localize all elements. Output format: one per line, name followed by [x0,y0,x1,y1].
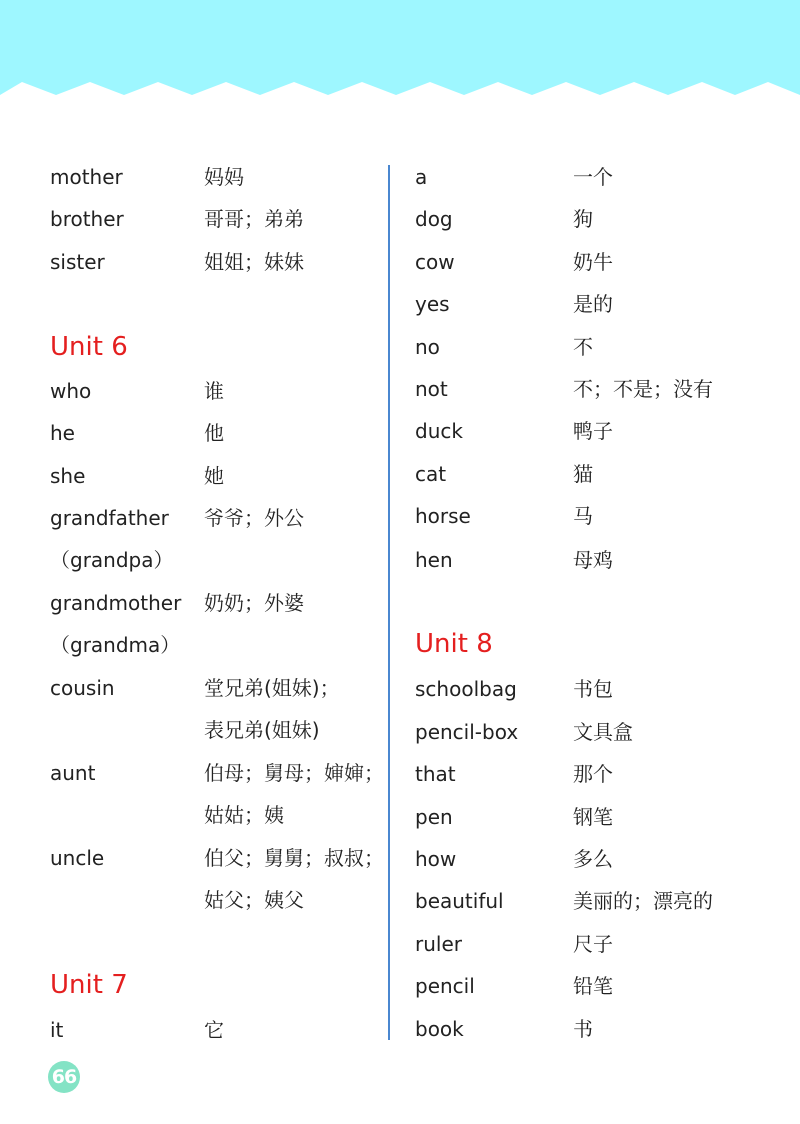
chinese-meaning: 奶牛 [573,250,613,274]
english-word: book [415,1017,464,1041]
top-decorative-band [0,0,800,110]
chinese-meaning: 马 [573,504,593,528]
english-word: grandfather [50,506,169,530]
english-word: grandmother [50,591,182,615]
english-word: （grandpa） [50,548,174,572]
unit-heading: Unit 8 [415,629,493,659]
english-word: hen [415,548,453,572]
english-word: （grandma） [50,633,181,657]
chinese-meaning: 它 [204,1018,224,1042]
unit-heading: Unit 6 [50,332,128,362]
english-word: cow [415,250,455,274]
chinese-meaning: 那个 [573,762,613,786]
english-word: aunt [50,761,96,785]
chinese-meaning: 妈妈 [204,165,244,189]
chinese-meaning: 奶奶；外婆 [204,591,304,615]
chinese-meaning: 姐姐；妹妹 [204,250,304,274]
chinese-meaning: 他 [204,421,224,445]
chinese-meaning: 书包 [573,677,613,701]
english-word: it [50,1018,64,1042]
column-divider [388,165,390,1040]
english-word: pen [415,805,453,829]
english-word: dog [415,207,453,231]
english-word: pencil [415,974,475,998]
chinese-meaning: 铅笔 [573,974,613,998]
english-word: she [50,464,86,488]
english-word: how [415,847,457,871]
english-word: sister [50,250,105,274]
chinese-meaning: 尺子 [573,932,613,956]
english-word: that [415,762,456,786]
chinese-meaning: 一个 [573,165,613,189]
english-word: duck [415,419,463,443]
chinese-meaning: 表兄弟(姐妹) [204,718,320,742]
chinese-meaning: 姑姑；姨 [204,803,284,827]
english-word: horse [415,504,471,528]
english-word: brother [50,207,124,231]
english-word: cat [415,462,447,486]
chinese-meaning: 猫 [573,462,593,486]
chinese-meaning: 母鸡 [573,548,613,572]
chinese-meaning: 伯父；舅舅；叔叔； [204,846,384,870]
english-word: cousin [50,676,115,700]
english-word: he [50,421,75,445]
chinese-meaning: 书 [573,1017,593,1041]
chinese-meaning: 鸭子 [573,419,613,443]
unit-heading: Unit 7 [50,970,128,1000]
english-word: pencil-box [415,720,519,744]
english-word: who [50,379,92,403]
chinese-meaning: 钢笔 [573,805,613,829]
chinese-meaning: 爷爷；外公 [204,506,304,530]
chinese-meaning: 她 [204,464,224,488]
chinese-meaning: 堂兄弟(姐妹)； [204,676,340,700]
chinese-meaning: 文具盒 [573,720,633,744]
english-word: schoolbag [415,677,517,701]
top-band-shape [0,0,800,95]
chinese-meaning: 伯母；舅母；婶婶； [204,761,384,785]
chinese-meaning: 是的 [573,292,613,316]
chinese-meaning: 哥哥；弟弟 [204,207,304,231]
chinese-meaning: 姑父；姨父 [204,888,304,912]
english-word: no [415,335,440,359]
chinese-meaning: 不；不是；没有 [573,377,713,401]
english-word: yes [415,292,450,316]
english-word: uncle [50,846,105,870]
english-word: mother [50,165,123,189]
page-number-badge: 66 [48,1061,80,1093]
chinese-meaning: 多么 [573,847,613,871]
english-word: a [415,165,428,189]
english-word: ruler [415,932,462,956]
english-word: beautiful [415,889,504,913]
chinese-meaning: 美丽的；漂亮的 [573,889,713,913]
chinese-meaning: 谁 [204,379,224,403]
chinese-meaning: 不 [573,335,593,359]
chinese-meaning: 狗 [573,207,593,231]
english-word: not [415,377,448,401]
